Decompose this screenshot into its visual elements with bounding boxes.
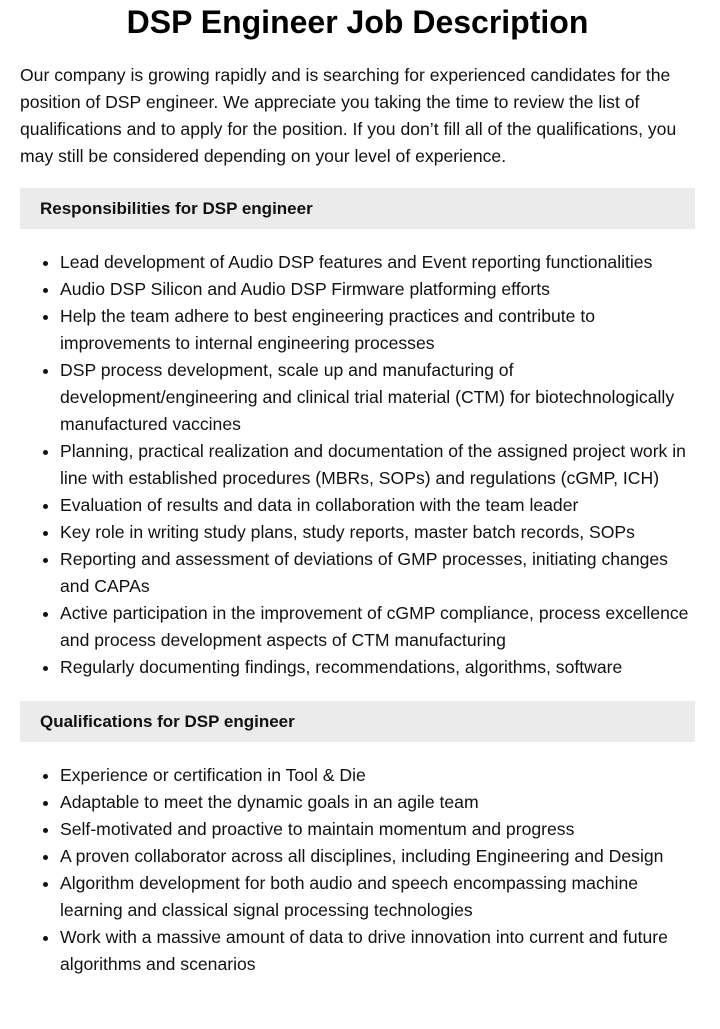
list-item: • Self-motivated and proactive to maintain momentum and progress: [60, 816, 695, 843]
list-item: • DSP process development, scale up and manufacturing of development/engineering and clinical trial material (CTM) for biotechnologically manufactured vaccines: [60, 357, 695, 438]
list-item: • Adaptable to meet the dynamic goals in an agile team: [60, 789, 695, 816]
list-item: • Lead development of Audio DSP features and Event reporting functionalities: [60, 249, 695, 276]
intro-paragraph: Our company is growing rapidly and is searching for experienced candidates for the position of DSP engineer. We appreciate you taking the time to review the list of qualifications and to apply for the position. If you don’t fill all of the qualifications, you may still be considered depending on your level of experience.: [20, 65, 677, 166]
responsibilities-heading: Responsibilities for DSP engineer: [20, 188, 695, 229]
qualifications-heading: Qualifications for DSP engineer: [20, 701, 695, 742]
list-item: • Active participation in the improvement of cGMP compliance, process excellence and process development aspects of CTM manufacturing: [60, 600, 695, 654]
list-item: • Audio DSP Silicon and Audio DSP Firmware platforming efforts: [60, 276, 695, 303]
qualifications-list: [20, 762, 695, 978]
page-title: DSP Engineer Job Description: [126, 4, 589, 40]
list-item: • Work with a massive amount of data to drive innovation into current and future algorithms and scenarios: [60, 924, 695, 978]
list-item: • Planning, practical realization and documentation of the assigned project work in line with established procedures (MBRs, SOPs) and regulations (cGMP, ICH): [60, 438, 695, 492]
responsibilities-list: [20, 249, 695, 681]
list-item: • Algorithm development for both audio and speech encompassing machine learning and classical signal processing technologies: [60, 870, 695, 924]
list-item: • Reporting and assessment of deviations of GMP processes, initiating changes and CAPAs: [60, 546, 695, 600]
list-item: • Help the team adhere to best engineering practices and contribute to improvements to internal engineering processes: [60, 303, 695, 357]
list-item: • Regularly documenting findings, recommendations, algorithms, software: [60, 654, 695, 681]
list-item: • Key role in writing study plans, study reports, master batch records, SOPs: [60, 519, 695, 546]
list-item: • A proven collaborator across all disciplines, including Engineering and Design: [60, 843, 695, 870]
list-item: • Experience or certification in Tool & Die: [60, 762, 695, 789]
list-item: • Evaluation of results and data in collaboration with the team leader: [60, 492, 695, 519]
